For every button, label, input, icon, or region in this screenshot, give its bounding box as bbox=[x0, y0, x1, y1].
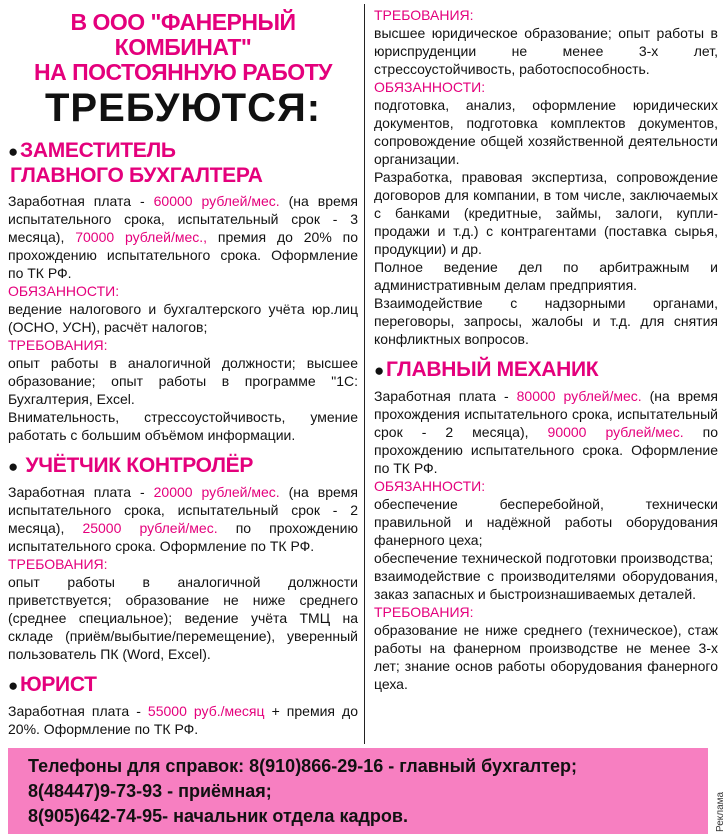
salary-text: + премия до 20%. Оформление по ТК РФ. bbox=[8, 703, 358, 737]
bullet-icon: ● bbox=[8, 676, 18, 695]
salary-value: 55000 руб./месяц bbox=[147, 703, 265, 719]
contact-line-hr: 8(905)642-74-95- начальник отдела кадров. bbox=[28, 806, 408, 826]
salary-text: по прохождению испытательного срока. Оформление по ТК РФ. bbox=[374, 424, 718, 476]
salary-value: 70000 рублей/мес., bbox=[75, 229, 208, 245]
job-lawyer-continued bbox=[374, 6, 718, 348]
salary-text: (на время испытательного срока, испытательный срок - 3 месяца), bbox=[8, 193, 358, 245]
job-title bbox=[8, 454, 358, 479]
job-title-line-1: ЗАМЕСТИТЕЛЬ bbox=[19, 139, 176, 162]
duties-text: обеспечение бесперебойной, технически правильной и надёжной работы оборудования фанерного цеха; bbox=[374, 496, 718, 548]
salary-text: Заработная плата - bbox=[8, 484, 154, 500]
salary-value: 80000 рублей/мес. bbox=[516, 388, 642, 404]
requirements-label: ТРЕБОВАНИЯ: bbox=[8, 556, 108, 572]
requirements-label: ТРЕБОВАНИЯ: bbox=[374, 7, 474, 23]
job-title-line-2: ГЛАВНОГО БУХГАЛТЕРА bbox=[10, 164, 263, 187]
job-title-text: ЮРИСТ bbox=[19, 673, 97, 696]
column-divider bbox=[364, 4, 365, 744]
salary-value: 90000 рублей/мес. bbox=[547, 424, 684, 440]
salary-text: Заработная плата - bbox=[374, 388, 517, 404]
job-lawyer-start bbox=[8, 673, 358, 738]
salary-paragraph bbox=[8, 483, 358, 555]
salary-paragraph bbox=[8, 702, 358, 738]
requirements-label: ТРЕБОВАНИЯ: bbox=[374, 604, 474, 620]
contact-line-reception: 8(48447)9-73-93 - приёмная; bbox=[28, 781, 272, 801]
duties-text: обеспечение технической подготовки производства; bbox=[374, 550, 714, 566]
requirements-text: опыт работы в аналогичной должности приветствуется; образование не ниже среднего (среднее специальное); ведение учёта ТМЦ на складе (приём/выбытие/перемещение), уверенный пользователь ПК (Word, Excel). bbox=[8, 574, 358, 662]
bullet-icon: ● bbox=[8, 142, 18, 161]
duties-text: взаимодействие с производителями оборудования, заказ запасных и быстроизнашиваемых деталей. bbox=[374, 568, 718, 602]
duties-text: Взаимодействие с надзорными органами, переговоры, запросы, жалобы и т.д. для снятия конфликтных вопросов. bbox=[374, 295, 718, 347]
salary-text: премия до 20% по прохождению испытательного срока. Оформление по ТК РФ. bbox=[8, 229, 358, 281]
salary-value: 60000 рублей/мес. bbox=[153, 193, 280, 209]
bullet-icon: ● bbox=[374, 361, 384, 380]
left-column bbox=[8, 0, 358, 738]
job-deputy-accountant bbox=[8, 139, 358, 444]
requirements-label: ТРЕБОВАНИЯ: bbox=[8, 337, 108, 353]
duties-text: ведение налогового и бухгалтерского учёта юр.лиц (ОСНО, УСН), расчёт налогов; bbox=[8, 301, 358, 335]
duties-text: подготовка, анализ, оформление юридических документов, подготовка комплектов документов, сопровождение общей хозяйственной деятельности организации. bbox=[374, 97, 718, 167]
duties-text: Разработка, правовая экспертиза, сопровождение договоров для компании, в том числе, заключаемых с банками (кредитные, займы, залоги, купли-продажи и т.д.) с контрагентами (поставка сырья, продукции) и др. bbox=[374, 169, 718, 257]
requirements-text: опыт работы в аналогичной должности; высшее образование; опыт работы в программе "1С: Бухгалтерия, Excel. bbox=[8, 355, 358, 407]
job-title bbox=[8, 139, 358, 164]
salary-paragraph bbox=[374, 387, 718, 477]
job-controller bbox=[8, 454, 358, 663]
job-title bbox=[8, 673, 358, 698]
contacts-banner bbox=[8, 748, 708, 834]
job-title-text: УЧЁТЧИК КОНТРОЛЁР bbox=[25, 454, 254, 477]
requirements-text: образование не ниже среднего (техническое), стаж работы на фанерном производстве не менее 3-х лет; знание основ работы оборудования фанерного цеха. bbox=[374, 622, 718, 692]
salary-text: Заработная плата - bbox=[8, 193, 154, 209]
salary-text: (на время испытательного срока, испытательный срок - 2 месяца), bbox=[8, 484, 358, 536]
header-line-2: НА ПОСТОЯННУЮ РАБОТУ bbox=[33, 59, 332, 85]
advertisement-note: Реклама bbox=[715, 791, 726, 832]
duties-label: ОБЯЗАННОСТИ: bbox=[374, 79, 486, 95]
requirements-text: высшее юридическое образование; опыт работы в юриспруденции не менее 3-х лет, стрессоустойчивость, работоспособность. bbox=[374, 25, 718, 77]
salary-text: (на время прохождения испытательного срока, испытательный срок - 2 месяца), bbox=[374, 388, 718, 440]
requirements-text: Внимательность, стрессоустойчивость, умение работать с большим объёмом информации. bbox=[8, 409, 358, 443]
salary-value: 25000 рублей/мес. bbox=[82, 520, 218, 536]
duties-label: ОБЯЗАННОСТИ: bbox=[8, 283, 120, 299]
job-title-text: ГЛАВНЫЙ МЕХАНИК bbox=[385, 358, 599, 381]
salary-text: Заработная плата - bbox=[8, 703, 148, 719]
salary-value: 20000 рублей/мес. bbox=[153, 484, 280, 500]
salary-paragraph bbox=[8, 192, 358, 282]
job-title bbox=[374, 358, 718, 383]
right-column bbox=[374, 0, 718, 693]
bullet-icon: ● bbox=[8, 457, 18, 476]
duties-label: ОБЯЗАННОСТИ: bbox=[374, 478, 486, 494]
header-title: ТРЕБУЮТСЯ: bbox=[44, 86, 322, 130]
duties-text: Полное ведение дел по арбитражным и административным делам предприятия. bbox=[374, 259, 718, 293]
salary-text: по прохождению испытательного срока. Оформление по ТК РФ. bbox=[8, 520, 358, 554]
header-line-1: В ООО "ФАНЕРНЫЙ КОМБИНАТ" bbox=[70, 9, 296, 60]
job-chief-mechanic bbox=[374, 358, 718, 693]
contact-line-chief-accountant: Телефоны для справок: 8(910)866-29-16 - главный бухгалтер; bbox=[28, 756, 577, 776]
